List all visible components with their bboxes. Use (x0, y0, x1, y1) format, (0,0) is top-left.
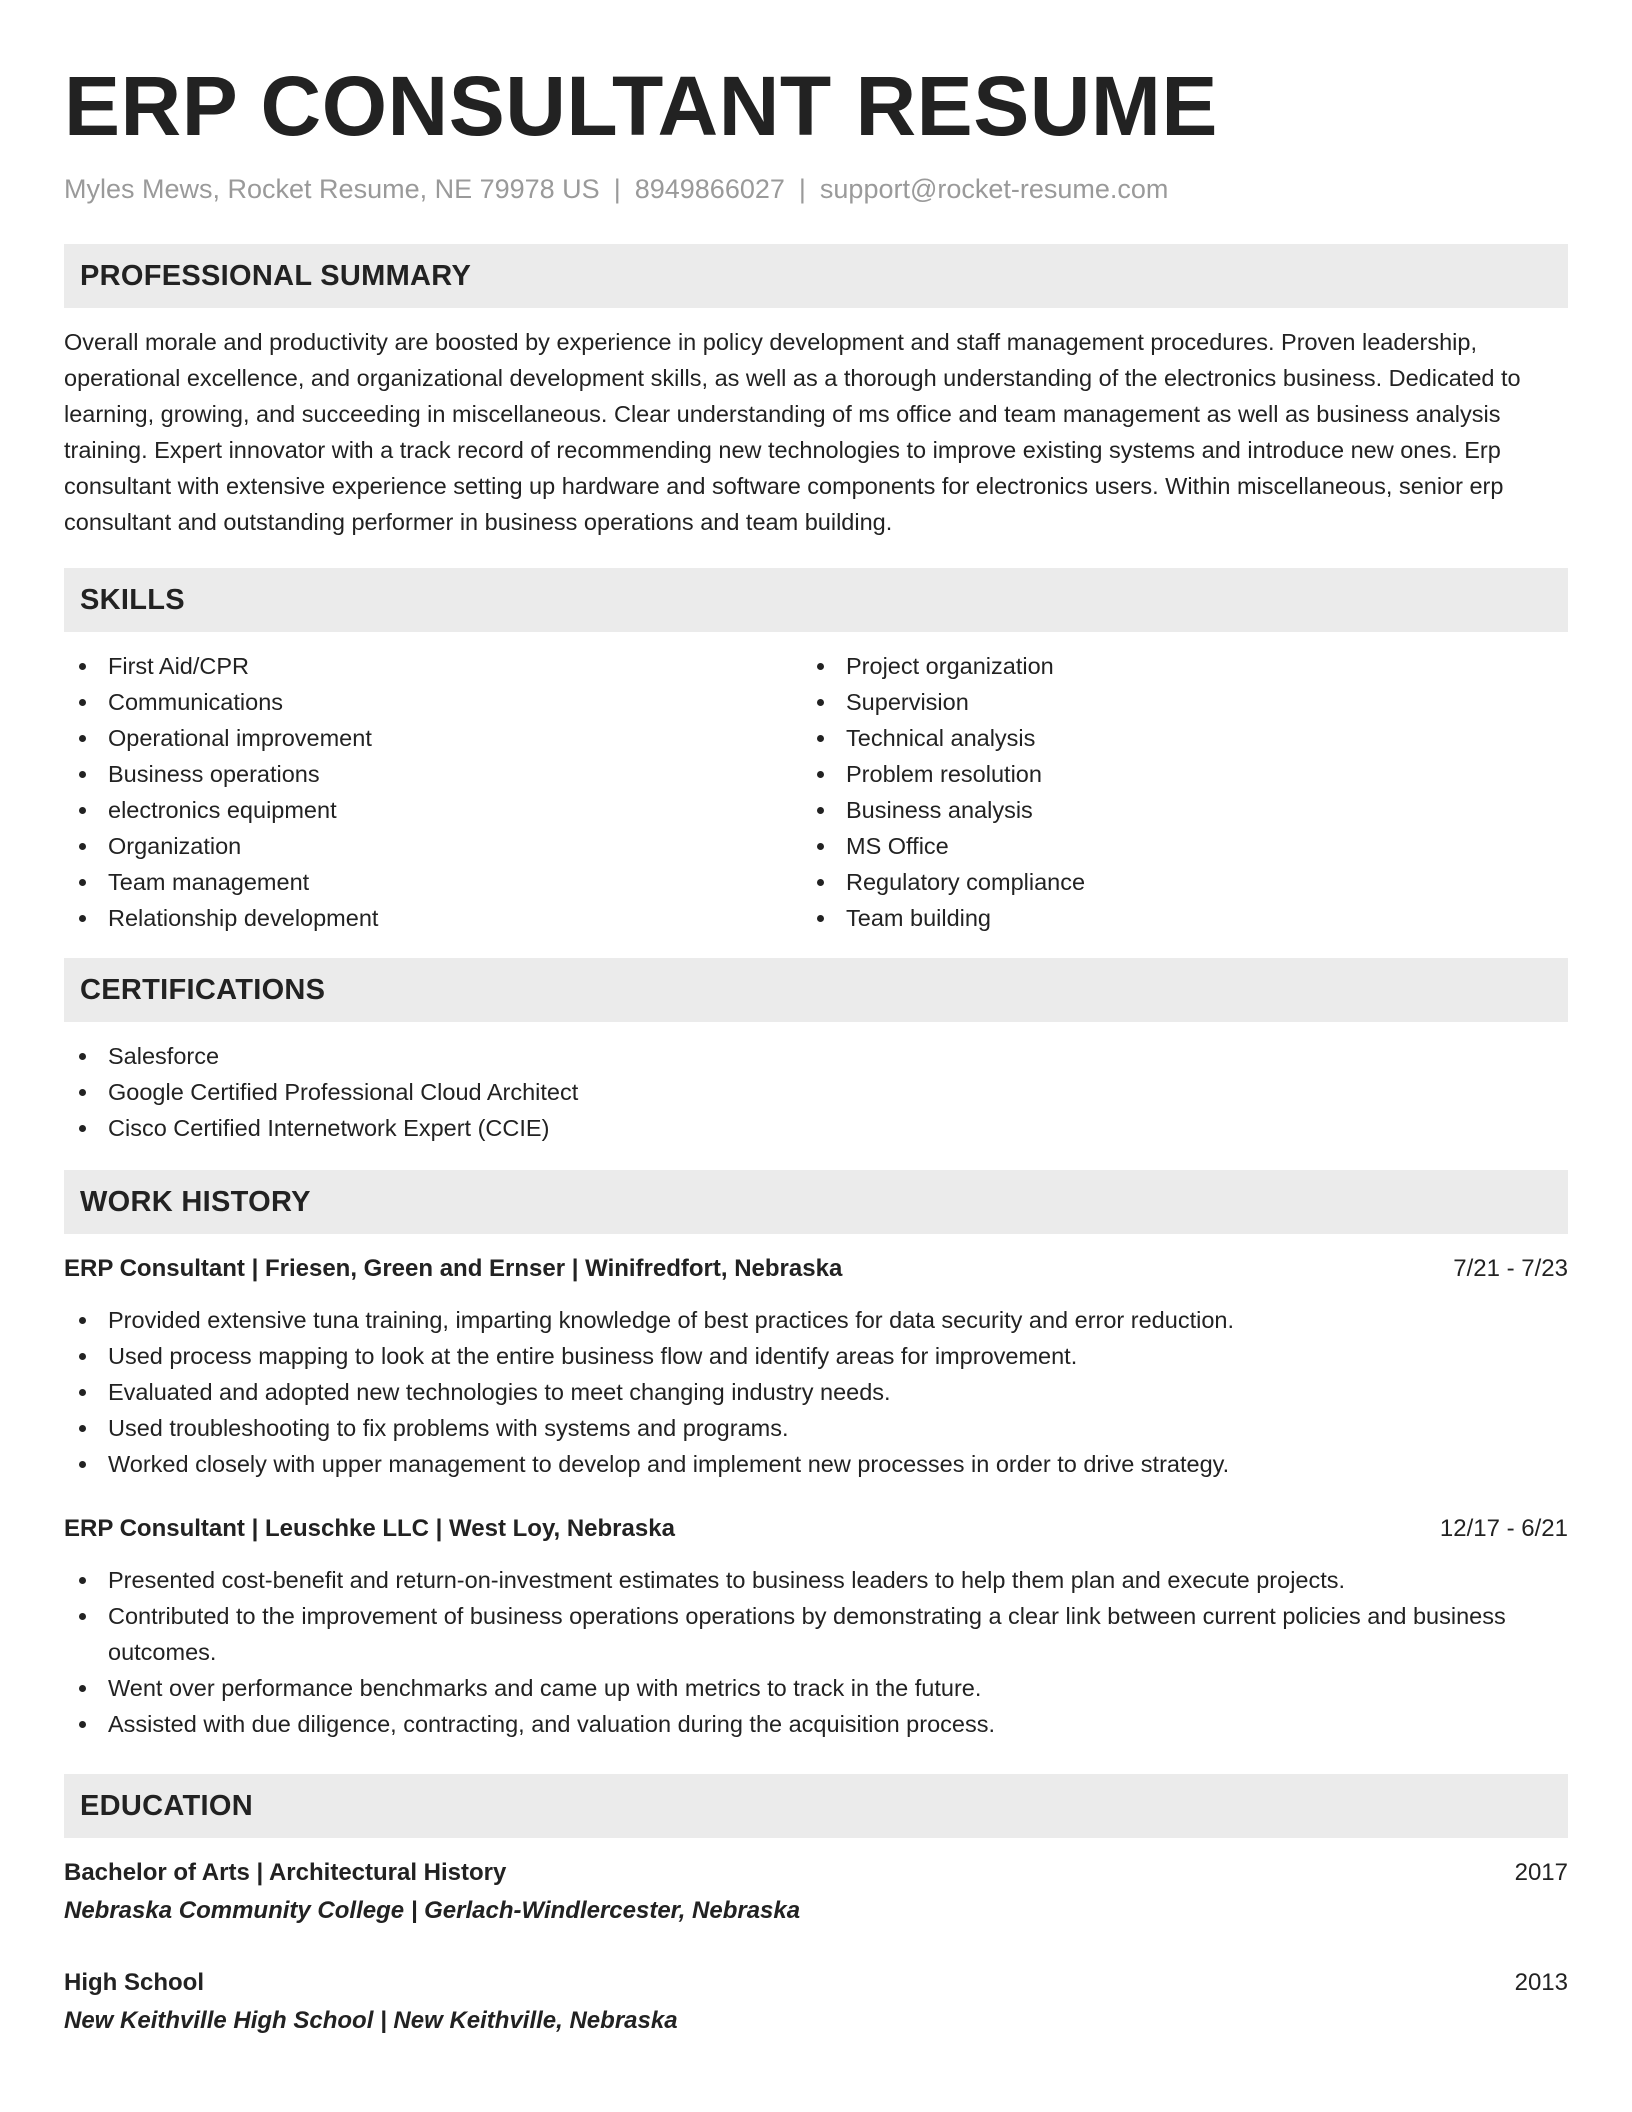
job-entry (64, 1512, 1568, 1742)
job-bullet: Presented cost-benefit and return-on-investment estimates to business leaders to help them plan and execute projects. (64, 1562, 1568, 1598)
skill-item: Team building (802, 900, 1540, 936)
resume-title: ERP CONSULTANT RESUME (64, 59, 1218, 153)
contact-line (64, 172, 1568, 206)
job-bullet: Worked closely with upper management to develop and implement new processes in order to drive strategy. (64, 1446, 1568, 1482)
skill-item: Project organization (802, 648, 1540, 684)
skill-item: Business operations (64, 756, 802, 792)
skill-item: Organization (64, 828, 802, 864)
certification-item: Salesforce (64, 1038, 1568, 1074)
skill-item: Problem resolution (802, 756, 1540, 792)
job-bullet: Used troubleshooting to fix problems with systems and programs. (64, 1410, 1568, 1446)
job-bullet: Evaluated and adopted new technologies to meet changing industry needs. (64, 1374, 1568, 1410)
job-dates: 12/17 - 6/21 (1439, 1515, 1568, 1542)
education-header (64, 1966, 1568, 2000)
contact-address: Myles Mews, Rocket Resume, NE 79978 US (64, 174, 600, 204)
contact-phone: 8949866027 (634, 174, 785, 204)
education-entry (64, 1966, 1568, 2038)
education-degree: High School (64, 1969, 204, 1996)
education-school: New Keithville High School | New Keithville, Nebraska (64, 2007, 678, 2034)
job-bullet: Provided extensive tuna training, imparting knowledge of best practices for data security and error reduction. (64, 1302, 1568, 1338)
skill-item: First Aid/CPR (64, 648, 802, 684)
job-header (64, 1252, 1568, 1286)
certifications-heading: CERTIFICATIONS (64, 958, 1568, 1022)
work-history-heading: WORK HISTORY (64, 1170, 1568, 1234)
job-bullet: Went over performance benchmarks and came up with metrics to track in the future. (64, 1670, 1568, 1706)
certification-item: Cisco Certified Internetwork Expert (CCIE) (64, 1110, 1568, 1146)
contact-separator: | (613, 174, 621, 204)
education-year: 2013 (1514, 1969, 1568, 1996)
skill-item: Regulatory compliance (802, 864, 1540, 900)
education-entry (64, 1856, 1568, 1928)
summary-text: Overall morale and productivity are boosted by experience in policy development and staff management procedures. Proven leadership, operational excellence, and organizational development skills, as well as a thorough understanding of the electronics business. Dedicated to learning, growing, and succeeding in miscellaneous. Clear understanding of ms office and team management as well as business analysis training. Expert innovator with a track record of recommending new technologies to improve existing systems and introduce new ones. Erp consultant with extensive experience setting up hardware and software components for electronics users. Within miscellaneous, senior erp consultant and outstanding performer in business operations and team building. (64, 329, 1521, 535)
skill-item: Relationship development (64, 900, 802, 936)
skill-item: Business analysis (802, 792, 1540, 828)
job-title: ERP Consultant | Leuschke LLC | West Loy, Nebraska (64, 1515, 675, 1542)
job-entry (64, 1252, 1568, 1482)
skills-column-left (64, 648, 802, 936)
job-bullets (64, 1562, 1568, 1742)
skill-item: MS Office (802, 828, 1540, 864)
education-school: Nebraska Community College | Gerlach-Windlercester, Nebraska (64, 1897, 801, 1924)
education-header (64, 1856, 1568, 1890)
certification-item: Google Certified Professional Cloud Architect (64, 1074, 1568, 1110)
skill-item: Communications (64, 684, 802, 720)
education-year: 2017 (1514, 1859, 1568, 1886)
skills-column-right (802, 648, 1540, 936)
job-title: ERP Consultant | Friesen, Green and Ernser | Winifredfort, Nebraska (64, 1255, 843, 1282)
education-heading: EDUCATION (64, 1774, 1568, 1838)
summary-heading: PROFESSIONAL SUMMARY (64, 244, 1568, 308)
skill-item: Supervision (802, 684, 1540, 720)
skills-heading: SKILLS (64, 568, 1568, 632)
skill-item: electronics equipment (64, 792, 802, 828)
job-bullet: Assisted with due diligence, contracting, and valuation during the acquisition process. (64, 1706, 1568, 1742)
job-bullet: Contributed to the improvement of business operations operations by demonstrating a clear link between current policies and business outcomes. (64, 1598, 1568, 1670)
skill-item: Technical analysis (802, 720, 1540, 756)
certifications-list (64, 1038, 1568, 1146)
job-header (64, 1512, 1568, 1546)
job-bullets (64, 1302, 1568, 1482)
contact-email[interactable]: support@rocket-resume.com (819, 174, 1169, 204)
job-dates: 7/21 - 7/23 (1453, 1255, 1568, 1282)
skill-item: Team management (64, 864, 802, 900)
contact-separator: | (798, 174, 806, 204)
skill-item: Operational improvement (64, 720, 802, 756)
skills-grid (64, 648, 1568, 936)
education-degree: Bachelor of Arts | Architectural History (64, 1859, 507, 1886)
job-bullet: Used process mapping to look at the entire business flow and identify areas for improvement. (64, 1338, 1568, 1374)
